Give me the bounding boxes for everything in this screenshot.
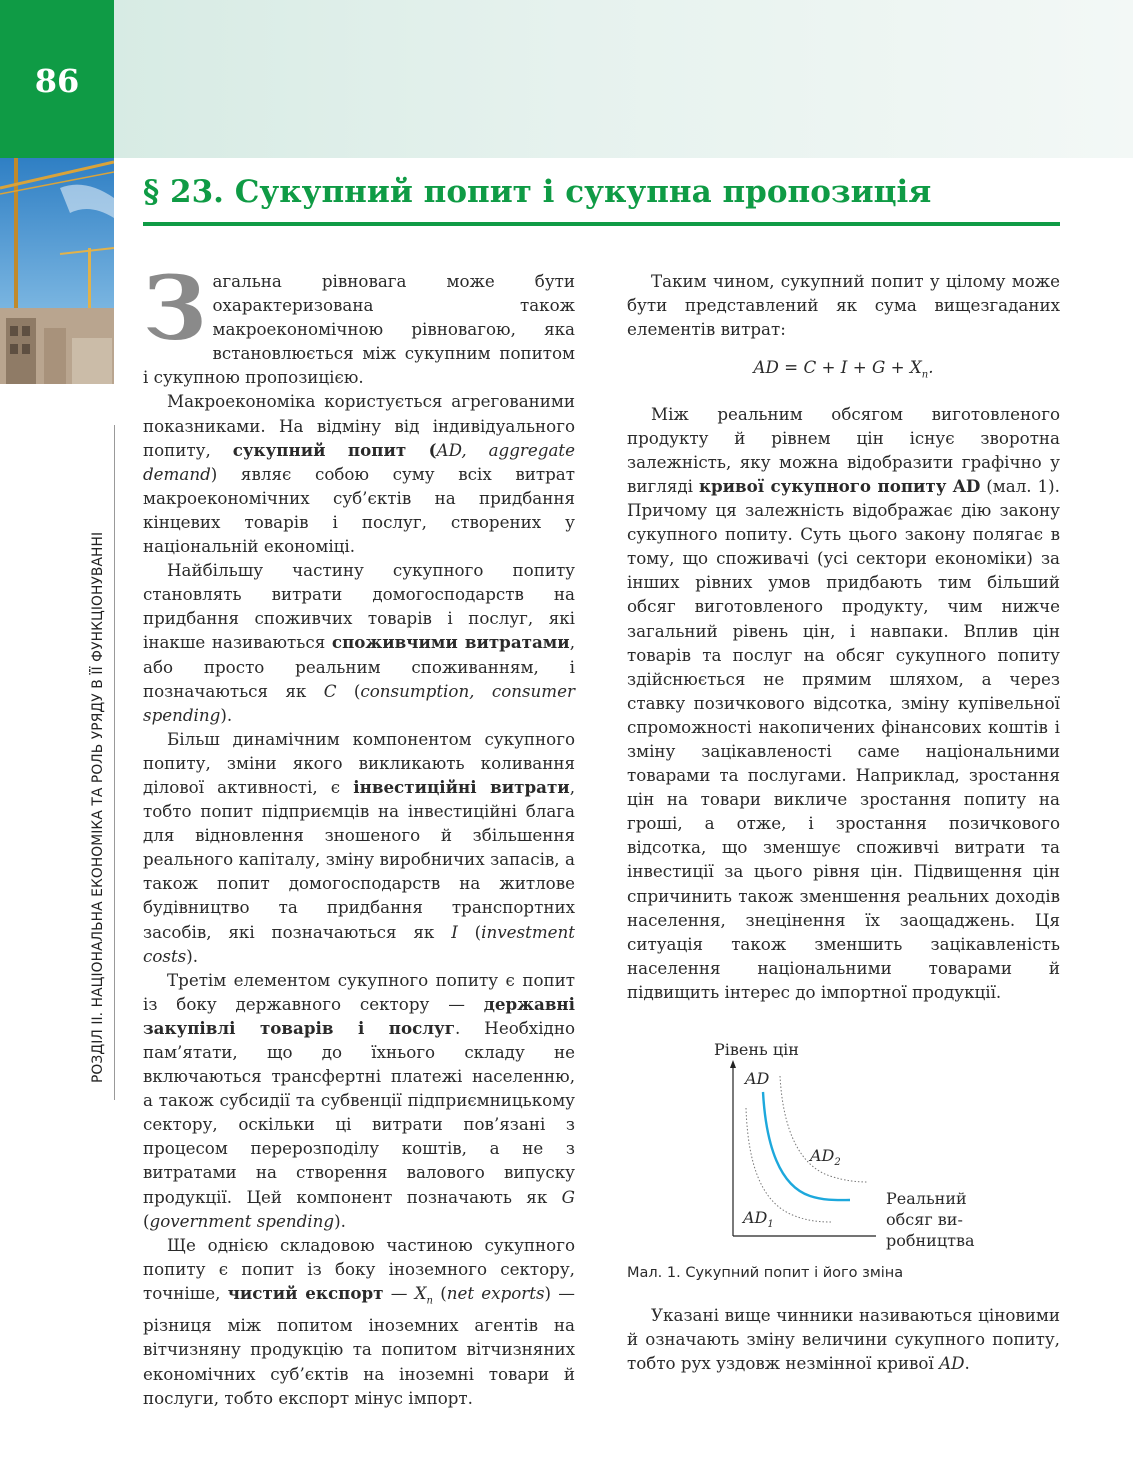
- ad-curve-figure: [700, 1036, 1000, 1256]
- paragraph-consumption: Найбільшу частину сукупного попиту становлять витрати домогосподарств на придбання споживчих товарів і послуг, які інакше називаються споживчими витратами, або просто реальним споживанням, і позначаються як C (consumption, consumer spending).: [143, 560, 575, 725]
- paragraph-investment: Більш динамічним компонентом сукупного попиту, зміни якого викликають коливання ділової активності, є інвестиційні витрати, тобто попит підприємців на інвестиційні блага для відновлення зношеного й збільшення реального капіталу, зміну виробничих запасів, а також попит домогосподарств на житлове будівництво та придбання транспортних засобів, які позначаються як I (investment costs).: [143, 728, 575, 966]
- construction-photo: [0, 158, 114, 384]
- page-title: § 23. Сукупний попит і сукупна пропозиція: [143, 174, 932, 210]
- y-axis-arrow: [730, 1060, 736, 1068]
- x-axis-label-line2: обсяг ви-: [886, 1210, 963, 1229]
- left-column: [143, 256, 575, 1410]
- page-number-tab: [0, 0, 114, 158]
- ad-curve-label: AD: [745, 1069, 770, 1088]
- paragraph-aggregate-demand: Макроекономіка користується агрегованими показниками. На відміну від індивідуального попиту, сукупний попит (AD, aggregate demand) являє собою суму всіх витрат макроекономічних суб’єктів на придбання кінцевих товарів і послуг, створених у національній економіці.: [143, 391, 575, 557]
- ad2-curve-label: $AD_2$: [810, 1146, 841, 1169]
- ad-formula: AD = $C + I + G + X_n$.: [753, 357, 934, 381]
- x-axis-label-line1: Реальний: [886, 1189, 967, 1208]
- page-number: 86: [34, 62, 80, 100]
- paragraph-inverse-relation: Між реальним обсягом виготовленого продукту й рівнем цін існує зворотна залежність, яку можна відобразити графічно у вигляді кривої сукупного попиту AD (мал. 1). Причому ця залежність відображає дію закону сукупного попиту. Суть цього закону полягає в тому, що споживачі (усі сектори економіки) за інших рівних умов придбають тим більший обсяг виготовленого продукту, чим нижче загальний рівень цін, і навпаки. Вплив цін товарів та послуг на обсяг сукупного попиту здійснюється не прямим шляхом, а через ставку позичкового відсотка, зміну купівельної спроможності накопичених фінансових коштів і зміну зацікавленості саме національними товарами та послугами. Наприклад, зростання цін на товари викличе зростання попиту на гроші, а отже, і зростання позичкового відсотка, що зменшує споживчі витрати та інвестиції за цього рівня цін. Підвищення цін спричинить також зменшення реальних доходів населення, знецінення їх заощаджень. Ця ситуація також зменшить зацікавленість населення національними товарами й підвищить інтерес до імпортної продукції.: [627, 403, 1060, 1002]
- right-column: [627, 269, 1060, 1004]
- figure-caption: Мал. 1. Сукупний попит і його зміна: [627, 1265, 904, 1281]
- drop-cap: З: [143, 256, 207, 360]
- section-spine-label: РОЗДІЛ II. НАЦІОНАЛЬНА ЕКОНОМІКА ТА РОЛЬ УРЯДУ В ЇЇ ФУНКЦІОНУВАННІ: [90, 531, 106, 1083]
- paragraph-intro: Загальна рівновага може бути охарактеризована також макроекономічною рівновагою, яка встановлюється між сукупним попитом і сукупною пропозицією.: [143, 256, 575, 388]
- ad1-curve-label: $AD_1$: [743, 1208, 774, 1231]
- paragraph-government: Третім елементом сукупного попиту є попит із боку державного сектору — державні закупівлі товарів і послуг. Необхідно пам’ятати, що до їхнього складу не включаються трансфертні платежі населенню, а також субсидії та субвенції підприємницькому сектору, оскільки ці витрати пов’язані з процесом перерозподілу коштів, а не з витратами на створення валового випуску продукції. Цей компонент позначають як G (government spending).: [143, 969, 575, 1231]
- paragraph-sum: Таким чином, сукупний попит у цілому може бути представлений як сума вищезгаданих елементів витрат:: [627, 271, 1060, 340]
- paragraph-net-exports: Ще однією складовою частиною сукупного попиту є попит із боку іноземного сектору, точніше, чистий експорт — $X_n$ (net exports) — різниця між попитом іноземних агентів на вітчизняну продукцію та попитом вітчизняних економічних суб’єктів на іноземні товари й послуги, тобто експорт мінус імпорт.: [143, 1234, 575, 1408]
- header-banner: [114, 0, 1133, 158]
- y-axis-label: Рівень цін: [714, 1040, 799, 1059]
- title-underline: [143, 222, 1060, 226]
- paragraph-price-factors: Указані вище чинники називаються ціновими й означають зміну величини сукупного попиту, тобто рух уздовж незмінної кривої AD.: [627, 1305, 1060, 1374]
- x-axis-label-line3: робництва: [886, 1231, 975, 1250]
